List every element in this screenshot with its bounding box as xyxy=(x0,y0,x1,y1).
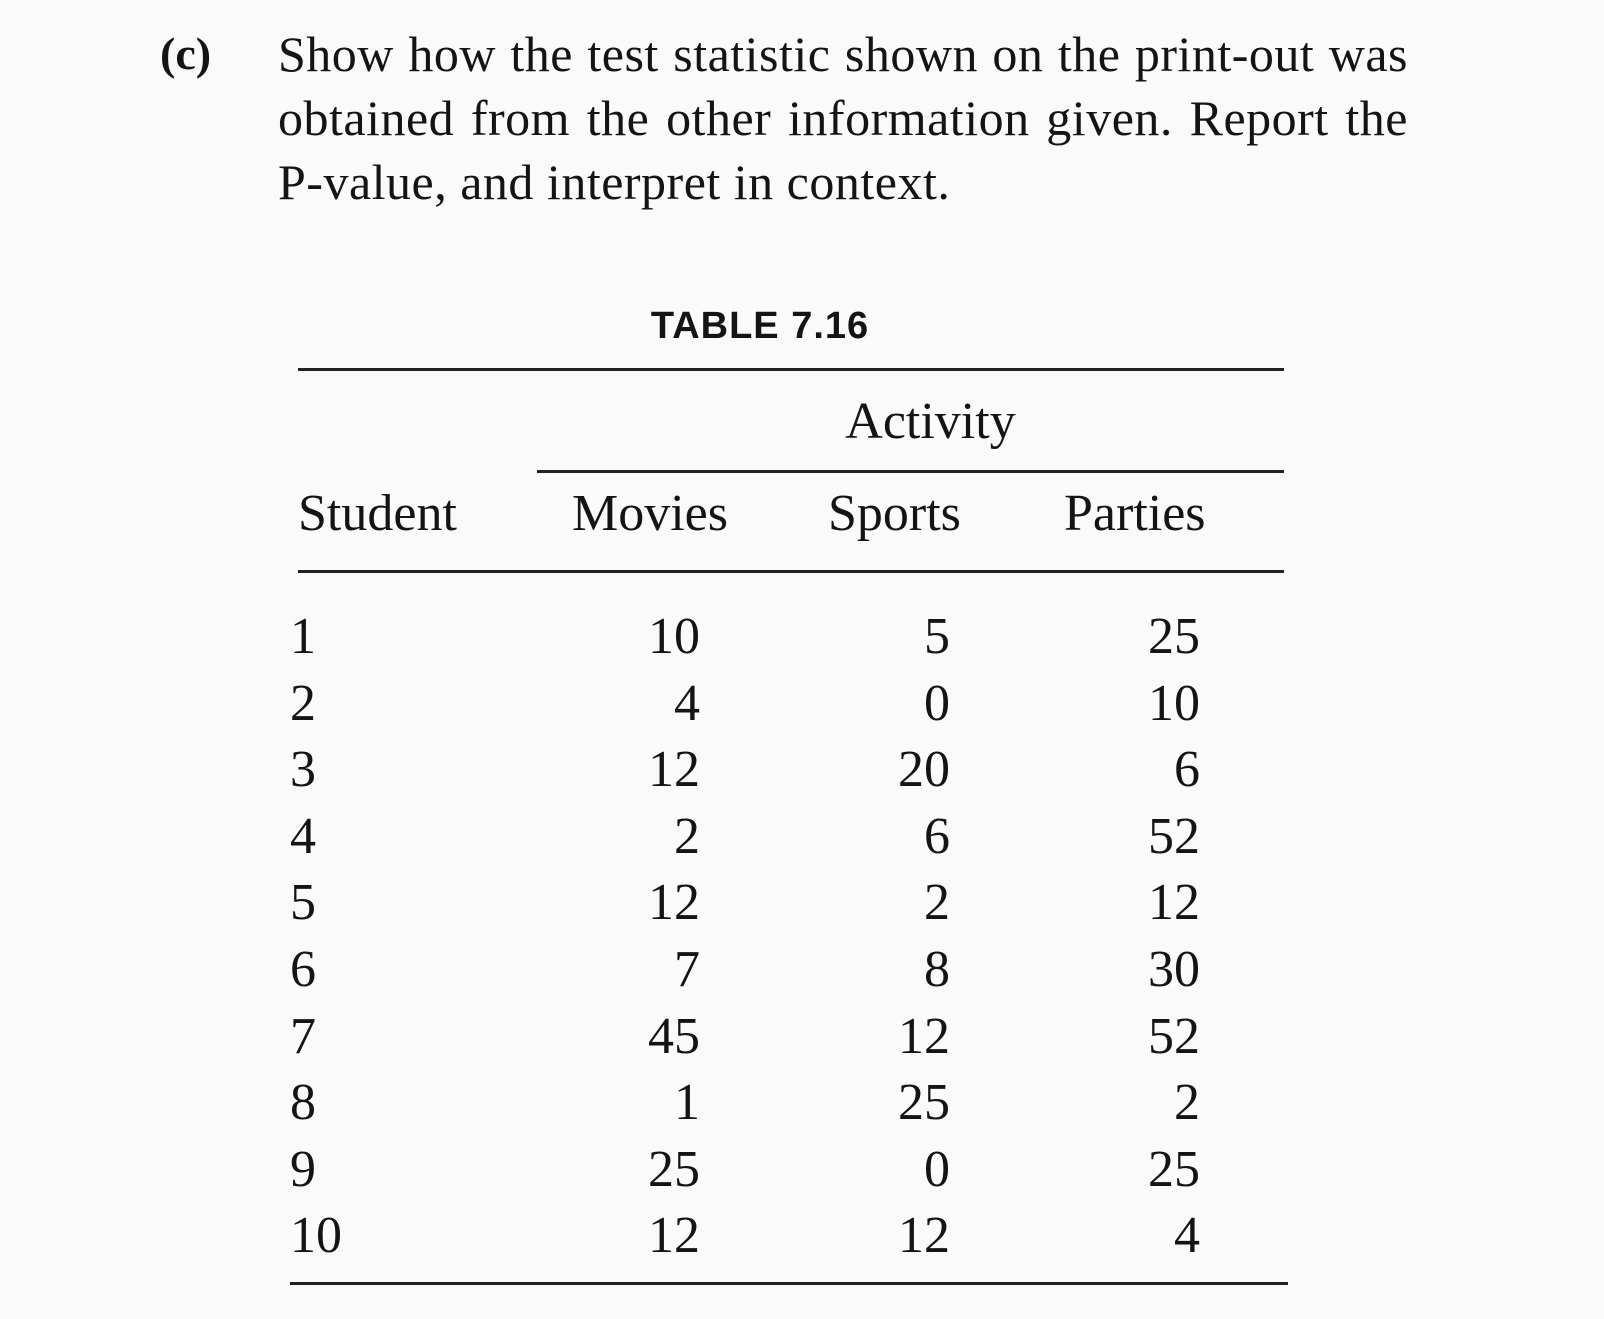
table-body xyxy=(290,604,1290,1270)
cell-sports: 12 xyxy=(898,1007,950,1065)
table-row xyxy=(290,1004,1290,1071)
table-row xyxy=(290,937,1290,1004)
cell-student: 1 xyxy=(290,608,316,665)
table-row xyxy=(290,1070,1290,1137)
cell-movies: 12 xyxy=(648,741,700,799)
cell-student: 5 xyxy=(290,874,316,932)
group-header-activity: Activity xyxy=(845,393,1016,450)
table-row xyxy=(290,870,1290,937)
cell-sports: 0 xyxy=(924,1140,950,1198)
column-header-sports: Sports xyxy=(828,485,961,542)
cell-sports: 20 xyxy=(898,741,950,799)
table-row xyxy=(290,737,1290,804)
column-header-student: Student xyxy=(298,485,457,542)
cell-sports: 6 xyxy=(924,807,950,865)
cell-student: 3 xyxy=(290,741,316,799)
cell-parties: 6 xyxy=(1174,741,1200,799)
cell-student: 4 xyxy=(290,807,316,865)
cell-sports: 5 xyxy=(924,608,950,665)
table-row xyxy=(290,604,1290,671)
column-header-movies: Movies xyxy=(572,485,728,542)
part-label: (c) xyxy=(160,28,212,79)
table-row xyxy=(290,804,1290,871)
table-top-rule xyxy=(298,368,1284,371)
problem-text: Show how the test statistic shown on the print-out was obtained from the other information given. Report the P-value, and interpret in context. xyxy=(278,26,1408,210)
table-row xyxy=(290,1203,1290,1270)
column-header-parties: Parties xyxy=(1064,485,1206,542)
table-bottom-rule xyxy=(290,1282,1288,1285)
cell-movies: 45 xyxy=(648,1007,700,1065)
table-row xyxy=(290,1137,1290,1204)
column-header-rule xyxy=(298,570,1284,573)
cell-sports: 12 xyxy=(898,1207,950,1265)
cell-movies: 10 xyxy=(648,608,700,665)
cell-student: 10 xyxy=(290,1207,342,1265)
cell-sports: 25 xyxy=(898,1074,950,1132)
cell-sports: 0 xyxy=(924,674,950,732)
cell-parties: 52 xyxy=(1148,807,1200,865)
cell-movies: 4 xyxy=(674,674,700,732)
cell-student: 6 xyxy=(290,940,316,998)
cell-parties: 2 xyxy=(1174,1074,1200,1132)
cell-movies: 12 xyxy=(648,1207,700,1265)
cell-student: 2 xyxy=(290,674,316,732)
cell-student: 7 xyxy=(290,1007,316,1065)
cell-sports: 8 xyxy=(924,940,950,998)
cell-movies: 1 xyxy=(674,1074,700,1132)
cell-movies: 2 xyxy=(674,807,700,865)
table-caption: TABLE 7.16 xyxy=(650,305,870,347)
group-header-rule xyxy=(537,470,1284,473)
cell-student: 9 xyxy=(290,1140,316,1198)
cell-parties: 52 xyxy=(1148,1007,1200,1065)
cell-student: 8 xyxy=(290,1074,316,1132)
cell-parties: 12 xyxy=(1148,874,1200,932)
cell-sports: 2 xyxy=(924,874,950,932)
cell-parties: 4 xyxy=(1174,1207,1200,1265)
cell-parties: 30 xyxy=(1148,940,1200,998)
table-row xyxy=(290,671,1290,738)
cell-parties: 10 xyxy=(1148,674,1200,732)
cell-movies: 7 xyxy=(674,940,700,998)
cell-movies: 25 xyxy=(648,1140,700,1198)
cell-parties: 25 xyxy=(1148,608,1200,665)
cell-movies: 12 xyxy=(648,874,700,932)
cell-parties: 25 xyxy=(1148,1140,1200,1198)
